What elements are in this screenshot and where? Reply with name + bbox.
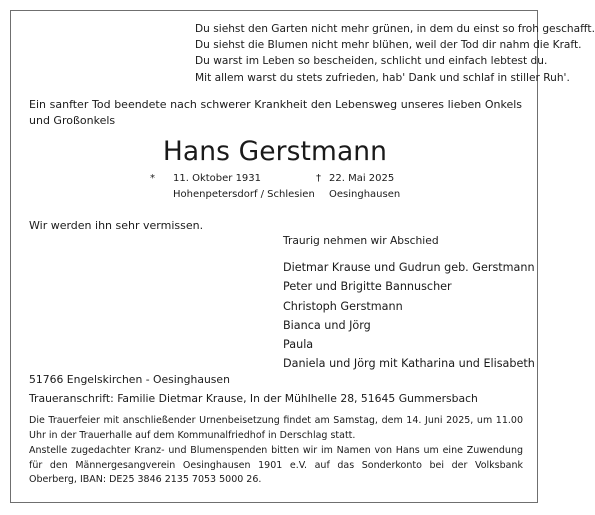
birth-date: 11. Oktober 1931 <box>173 173 262 184</box>
address-line: Traueranschrift: Familie Dietmar Krause, In der Mühlhelle 28, 51645 Gummersbach <box>29 392 478 405</box>
mourner-entry: Daniela und Jörg mit Katharina und Elisabeth <box>283 357 535 371</box>
birth-place: Hohenpetersdorf / Schlesien <box>173 189 315 200</box>
location-line: 51766 Engelskirchen - Oesinghausen <box>29 373 230 386</box>
poem <box>195 21 595 86</box>
poem-line: Mit allem warst du stets zufrieden, hab' Dank und schlaf in stiller Ruh'. <box>195 71 570 84</box>
death-symbol: † <box>316 173 321 184</box>
deceased-name: Hans Gerstmann <box>162 136 388 167</box>
donation-text: Anstelle zugedachter Kranz- und Blumenspenden bitten wir im Namen von Hans um eine Zuwendung für den Männergesangverein Oesinghausen 1901 e.V. auf das Sonderkonto bei der Volksbank Oberberg, IBAN: DE25 3846 2135 7053 5000 26. <box>29 445 523 485</box>
ceremony-text: Die Trauerfeier mit anschließender Urnenbeisetzung findet am Samstag, dem 14. Juni 2025, um 11.00 Uhr in der Trauerhalle auf dem Kommunalfriedhof in Derschlag statt. <box>29 415 523 441</box>
mourner-entry: Peter und Brigitte Bannuscher <box>283 280 452 294</box>
birth-symbol: * <box>150 173 155 184</box>
mourner-entry: Bianca und Jörg <box>283 318 371 332</box>
mourners-title: Traurig nehmen wir Abschied <box>283 234 439 247</box>
death-date: 22. Mai 2025 <box>329 173 395 184</box>
mourners-list <box>283 258 535 374</box>
poem-line: Du siehst den Garten nicht mehr grünen, in dem du einst so froh geschafft. <box>195 23 595 35</box>
poem-line: Du warst im Leben so bescheiden, schlicht und einfach lebtest du. <box>195 55 548 68</box>
poem-line: Du siehst die Blumen nicht mehr blühen, weil der Tod dir nahm die Kraft. <box>195 39 582 52</box>
intro-text: Ein sanfter Tod beendete nach schwerer Krankheit den Lebensweg unseres lieben Onkels und Großonkels <box>29 98 522 127</box>
miss-text: Wir werden ihn sehr vermissen. <box>29 219 204 232</box>
mourner-entry: Paula <box>283 338 314 352</box>
mourner-entry: Dietmar Krause und Gudrun geb. Gerstmann <box>283 261 535 274</box>
mourner-entry: Christoph Gerstmann <box>283 299 403 313</box>
death-place: Oesinghausen <box>329 189 401 200</box>
